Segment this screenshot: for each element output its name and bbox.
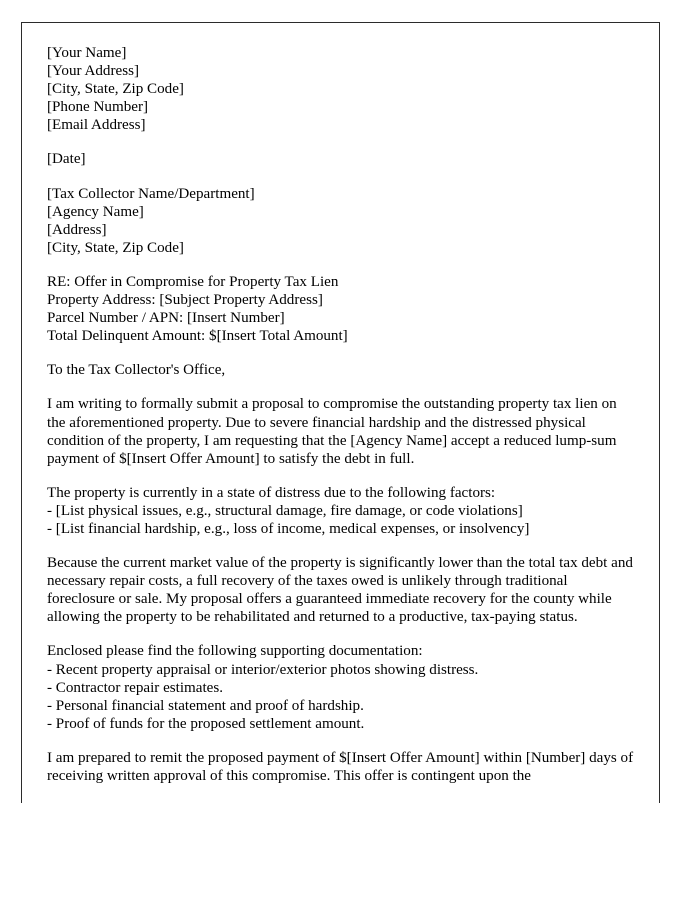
enclosures-list-item: - Contractor repair estimates.	[47, 679, 224, 696]
document-sheet	[21, 22, 660, 803]
salutation-block	[47, 361, 636, 379]
sender-line-address: [Your Address]	[47, 63, 139, 80]
subject-line-parcel-number: Parcel Number / APN: [Insert Number]	[47, 310, 285, 327]
subject-line-property-address: Property Address: [Subject Property Address]	[47, 292, 323, 309]
recipient-line-address: [Address]	[47, 221, 107, 238]
recipient-line-name-department: [Tax Collector Name/Department]	[47, 185, 255, 202]
subject-line-re: RE: Offer in Compromise for Property Tax Lien	[47, 273, 339, 290]
enclosures-intro-line: Enclosed please find the following supporting documentation:	[47, 643, 423, 660]
enclosures-block	[47, 642, 636, 732]
sender-address-block	[47, 44, 636, 134]
recipient-line-city-state-zip: [City, State, Zip Code]	[47, 239, 184, 256]
paragraph-2-text: Because the current market value of the property is significantly lower than the total tax debt and necessary repair costs, a full recovery of the taxes owed is unlikely through traditional foreclosure or sale. My proposal offers a guaranteed immediate recovery for the county while allowing the property to be rehabilitated and returned to a productive, tax-paying status.	[47, 555, 633, 626]
paragraph-3-text: I am prepared to remit the proposed payment of $[Insert Offer Amount] within [Number] days of receiving written approval of this compromise. This offer is contingent upon the	[47, 749, 634, 784]
salutation-line: To the Tax Collector's Office,	[47, 362, 226, 379]
subject-reference-block	[47, 273, 636, 345]
subject-line-total-delinquent: Total Delinquent Amount: $[Insert Total Amount]	[47, 328, 348, 345]
distress-list-item: - [List physical issues, e.g., structural damage, fire damage, or code violations]	[47, 502, 523, 519]
body-paragraph-1	[47, 395, 636, 467]
sender-line-city-state-zip: [City, State, Zip Code]	[47, 81, 184, 98]
sender-line-email: [Email Address]	[47, 117, 146, 134]
enclosures-list-item: - Personal financial statement and proof of hardship.	[47, 697, 364, 714]
sender-line-phone: [Phone Number]	[47, 99, 149, 116]
distress-list-item: - [List financial hardship, e.g., loss of income, medical expenses, or insolvency]	[47, 520, 530, 537]
date-block	[47, 150, 636, 168]
recipient-address-block	[47, 185, 636, 257]
recipient-line-agency: [Agency Name]	[47, 203, 144, 220]
enclosures-list-item: - Recent property appraisal or interior/exterior photos showing distress.	[47, 661, 479, 678]
document-body	[47, 44, 636, 785]
paragraph-1-text: I am writing to formally submit a proposal to compromise the outstanding property tax lien on the aforementioned property. Due to severe financial hardship and the distressed physical condition of the property, I am requesting that the [Agency Name] accept a reduced lump-sum payment of $[Insert Offer Amount] to satisfy the debt in full.	[47, 396, 617, 467]
body-paragraph-3-clipped	[47, 749, 636, 785]
distress-intro-line: The property is currently in a state of distress due to the following factors:	[47, 484, 496, 501]
enclosures-list-item: - Proof of funds for the proposed settlement amount.	[47, 715, 365, 732]
sender-line-name: [Your Name]	[47, 45, 127, 61]
distress-factors-block	[47, 484, 636, 538]
body-paragraph-2	[47, 554, 636, 626]
date-line: [Date]	[47, 151, 86, 168]
